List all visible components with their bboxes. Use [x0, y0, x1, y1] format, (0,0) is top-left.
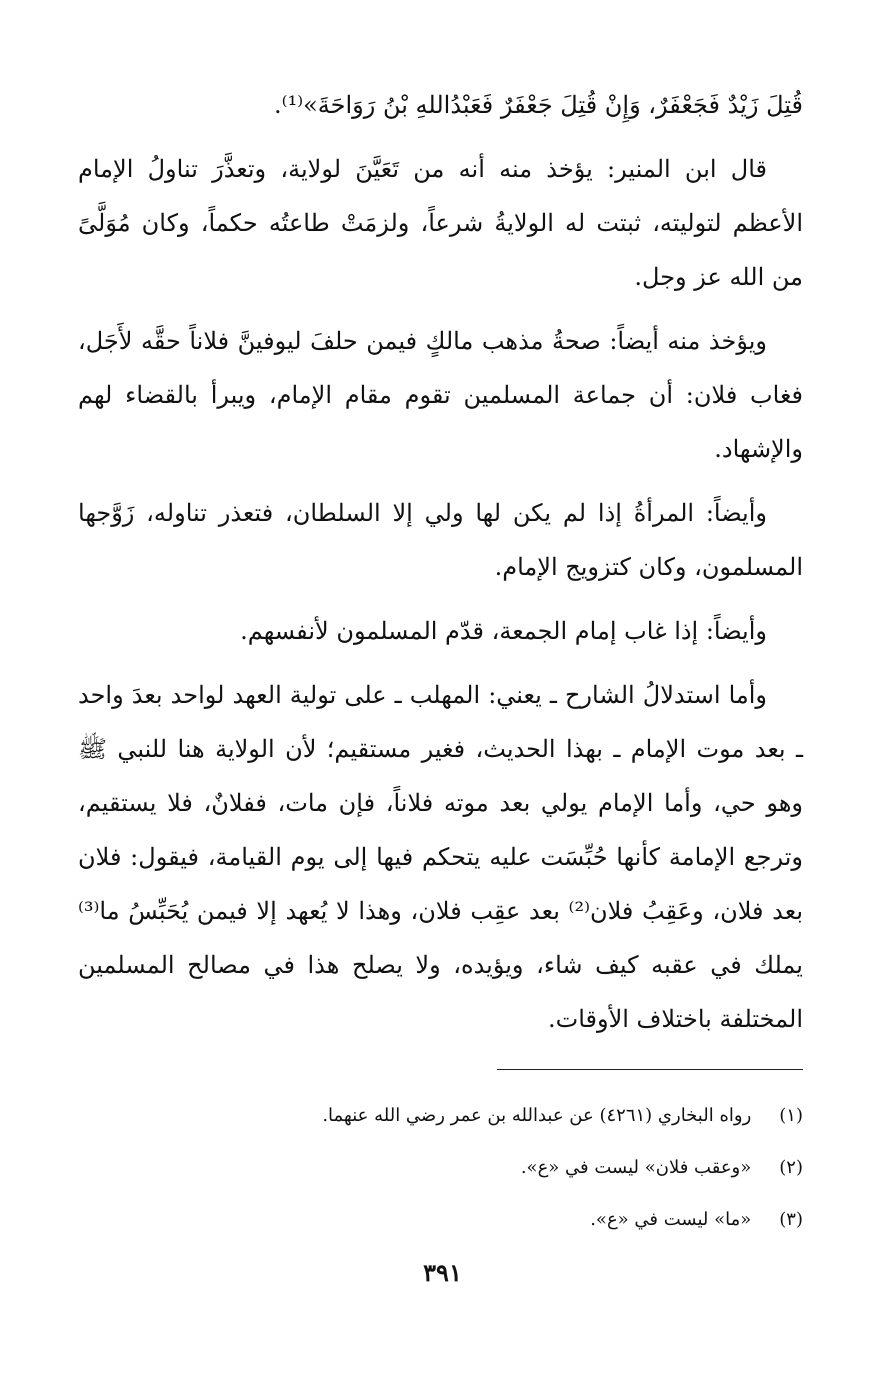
- footnotes: [78, 1090, 803, 1246]
- footnote-3-text: «ما» ليست في «ع».: [590, 1209, 752, 1230]
- footnote-2-number: (٢): [779, 1157, 803, 1178]
- footnote-3: [78, 1194, 803, 1246]
- footnote-1-text: رواه البخاري (٤٢٦١) عن عبدالله بن عمر رضي الله عنهما.: [322, 1105, 752, 1126]
- page-number: ٣٩١: [423, 1258, 462, 1287]
- paragraph-commentator-argument: وأما استدلالُ الشارح ـ يعني: المهلب ـ على تولية العهد لواحد بعدَ واحد ـ بعد موت الإمام ـ بهذا الحديث، فغير مستقيم؛ لأن الولاية هنا للنبي ﷺ وهو حي، وأما الإمام يولي بعد موته فلاناً، فإن مات، ففلانٌ، فلا يستقيم، وترجع الإمامة كأنها حُبِّسَت عليه يتحكم فيها إلى يوم القيامة، فيقول: فلان بعد فلان، وعَقِبُ فلان⁽²⁾ بعد عقِب فلان، وهذا لا يُعهد إلا فيمن يُحَبِّسُ ما⁽³⁾ يملك في عقبه كيف شاء، ويؤيده، ولا يصلح هذا في مصالح المسلمين المختلفة باختلاف الأوقات.: [78, 681, 804, 1033]
- paragraph-ibn-al-munir: قال ابن المنير: يؤخذ منه أنه من تَعَيَّنَ لولاية، وتعذَّرَ تناولُ الإمام الأعظم لتوليته، ثبتت له الولايةُ شرعاً، ولزمَتْ طاعتُه حكماً، وكان مُوَلَّىً من الله عز وجل.: [78, 155, 803, 291]
- paragraph-hadith-ending: قُتِلَ زَيْدٌ فَجَعْفَرٌ، وَإِنْ قُتِلَ جَعْفَرٌ فَعَبْدُاللهِ بْنُ رَوَاحَةَ»⁽¹⁾.: [274, 91, 803, 119]
- footnote-3-number: (٣): [779, 1209, 803, 1230]
- footnote-1: [78, 1090, 803, 1142]
- paragraph-malik-doctrine: ويؤخذ منه أيضاً: صحةُ مذهب مالكٍ فيمن حلفَ ليوفينَّ فلاناً حقَّه لأَجَل، فغاب فلان: أن جماعة المسلمين تقوم مقام الإمام، ويبرأ بالقضاء لهم والإشهاد.: [78, 327, 803, 463]
- footnote-2: [78, 1142, 803, 1194]
- main-text: [78, 78, 803, 1056]
- paragraph-woman-guardian: وأيضاً: المرأةُ إذا لم يكن لها ولي إلا السلطان، فتعذر تناوله، زَوَّجها المسلمون، وكان كتزويج الإمام.: [78, 499, 803, 581]
- footnote-2-text: «وعقب فلان» ليست في «ع».: [520, 1157, 752, 1178]
- footnote-1-number: (١): [779, 1105, 803, 1126]
- footnote-divider: [497, 1069, 803, 1070]
- paragraph-friday-imam: وأيضاً: إذا غاب إمام الجمعة، قدّم المسلمون لأنفسهم.: [240, 617, 767, 645]
